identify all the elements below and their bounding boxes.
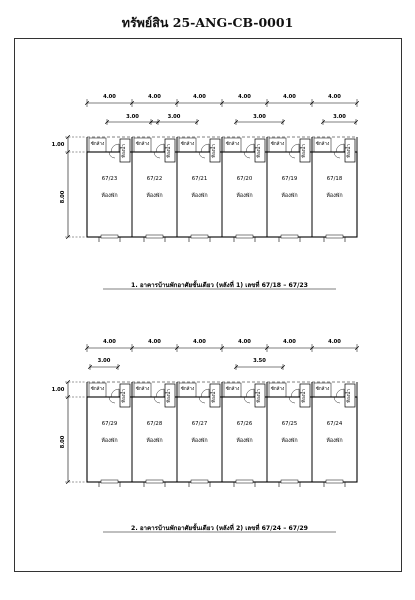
rear-window — [191, 235, 208, 238]
room-label: ห้องพัก — [191, 438, 208, 444]
top-dimension-label: 4.00 — [328, 94, 341, 100]
rear-window — [236, 235, 253, 238]
top-dimension-label: 4.00 — [193, 339, 206, 345]
secondary-dimension-label: 3.00 — [253, 114, 266, 120]
top-dimension-label: 4.00 — [238, 94, 251, 100]
door-swing-arc — [154, 397, 160, 403]
room-label: ห้องพัก — [236, 193, 253, 199]
door-swing-arc — [199, 152, 205, 158]
door-swing-arc — [291, 389, 299, 397]
top-dimension-label: 4.00 — [148, 339, 161, 345]
laundry-label: ซักล้าง — [90, 142, 105, 147]
door-swing-arc — [109, 397, 115, 403]
room-number: 67/24 — [326, 421, 343, 427]
bathroom-label: ห้องน้ำ — [122, 389, 127, 403]
plan-caption: 1. อาคารบ้านพักอาศัยชั้นเดียว (หลังที่ 1) เลขที่ 67/18 – 67/23 — [131, 282, 308, 289]
secondary-dimension-label: 3.00 — [333, 114, 346, 120]
room-number: 67/26 — [236, 421, 253, 427]
door-swing-arc — [336, 144, 344, 152]
door-swing-arc — [246, 144, 254, 152]
side-dimension-label: 8.00 — [60, 190, 66, 204]
room-label: ห้องพัก — [191, 193, 208, 199]
door-swing-arc — [334, 152, 340, 158]
door-swing-arc — [244, 397, 250, 403]
bathroom-label: ห้องน้ำ — [167, 144, 172, 158]
room-number: 67/23 — [101, 176, 118, 182]
rear-window — [236, 480, 253, 483]
floor-plan-building-2 — [52, 339, 359, 532]
page-title: ทรัพย์สิน 25-ANG-CB-0001 — [121, 15, 294, 30]
door-swing-arc — [201, 144, 209, 152]
bathroom-label: ห้องน้ำ — [257, 389, 262, 403]
room-number: 67/21 — [191, 176, 208, 182]
rear-window — [191, 480, 208, 483]
door-swing-arc — [291, 144, 299, 152]
room-number: 67/18 — [326, 176, 343, 182]
door-swing-arc — [111, 389, 119, 397]
room-number: 67/27 — [191, 421, 208, 427]
door-swing-arc — [289, 397, 295, 403]
top-dimension-label: 4.00 — [283, 339, 296, 345]
secondary-dimension-label: 3.00 — [167, 114, 181, 120]
door-swing-arc — [244, 152, 250, 158]
laundry-label: ซักล้าง — [90, 387, 105, 392]
door-swing-arc — [246, 389, 254, 397]
room-number: 67/25 — [281, 421, 298, 427]
laundry-label: ซักล้าง — [135, 142, 150, 147]
bathroom-label: ห้องน้ำ — [212, 144, 217, 158]
room-label: ห้องพัก — [101, 438, 118, 444]
laundry-label: ซักล้าง — [180, 142, 195, 147]
secondary-dimension-label: 3.00 — [97, 358, 111, 364]
top-dimension-label: 4.00 — [283, 94, 296, 100]
bathroom-label: ห้องน้ำ — [167, 389, 172, 403]
rear-window — [326, 480, 343, 483]
door-swing-arc — [199, 397, 205, 403]
bathroom-label: ห้องน้ำ — [347, 144, 352, 158]
laundry-label: ซักล้าง — [270, 142, 285, 147]
door-swing-arc — [156, 144, 164, 152]
room-label: ห้องพัก — [146, 193, 163, 199]
laundry-label: ซักล้าง — [225, 387, 240, 392]
door-swing-arc — [201, 389, 209, 397]
rear-window — [101, 480, 118, 483]
door-swing-arc — [109, 152, 115, 158]
room-number: 67/29 — [101, 421, 118, 427]
room-number: 67/28 — [146, 421, 163, 427]
rear-window — [146, 480, 163, 483]
room-number: 67/22 — [146, 176, 163, 182]
side-dimension-label: 1.00 — [51, 387, 65, 393]
laundry-label: ซักล้าง — [270, 387, 285, 392]
door-swing-arc — [156, 389, 164, 397]
room-label: ห้องพัก — [326, 438, 343, 444]
door-swing-arc — [334, 397, 340, 403]
laundry-label: ซักล้าง — [315, 142, 330, 147]
room-label: ห้องพัก — [236, 438, 253, 444]
room-number: 67/19 — [281, 176, 298, 182]
rear-window — [281, 480, 298, 483]
laundry-label: ซักล้าง — [180, 387, 195, 392]
bathroom-label: ห้องน้ำ — [122, 144, 127, 158]
door-swing-arc — [111, 144, 119, 152]
floor-plan-building-1 — [52, 94, 359, 289]
room-label: ห้องพัก — [281, 438, 298, 444]
laundry-label: ซักล้าง — [315, 387, 330, 392]
top-dimension-label: 4.00 — [103, 339, 116, 345]
bathroom-label: ห้องน้ำ — [302, 389, 307, 403]
side-dimension-label: 8.00 — [60, 435, 66, 449]
laundry-label: ซักล้าง — [225, 142, 240, 147]
room-label: ห้องพัก — [326, 193, 343, 199]
top-dimension-label: 4.00 — [193, 94, 206, 100]
top-dimension-label: 4.00 — [238, 339, 251, 345]
top-dimension-label: 4.00 — [148, 94, 161, 100]
laundry-label: ซักล้าง — [135, 387, 150, 392]
bathroom-label: ห้องน้ำ — [212, 389, 217, 403]
side-dimension-label: 1.00 — [51, 142, 65, 148]
door-swing-arc — [154, 152, 160, 158]
rear-window — [101, 235, 118, 238]
room-label: ห้องพัก — [146, 438, 163, 444]
door-swing-arc — [289, 152, 295, 158]
plan-caption: 2. อาคารบ้านพักอาศัยชั้นเดียว (หลังที่ 2) เลขที่ 67/24 – 67/29 — [131, 525, 308, 532]
top-dimension-label: 4.00 — [328, 339, 341, 345]
bathroom-label: ห้องน้ำ — [347, 389, 352, 403]
room-number: 67/20 — [236, 176, 253, 182]
rear-window — [146, 235, 163, 238]
secondary-dimension-label: 3.00 — [126, 114, 139, 120]
room-label: ห้องพัก — [281, 193, 298, 199]
rear-window — [281, 235, 298, 238]
bathroom-label: ห้องน้ำ — [302, 144, 307, 158]
secondary-dimension-label: 3.50 — [253, 358, 266, 364]
room-label: ห้องพัก — [101, 193, 118, 199]
top-dimension-label: 4.00 — [103, 94, 116, 100]
rear-window — [326, 235, 343, 238]
bathroom-label: ห้องน้ำ — [257, 144, 262, 158]
door-swing-arc — [336, 389, 344, 397]
